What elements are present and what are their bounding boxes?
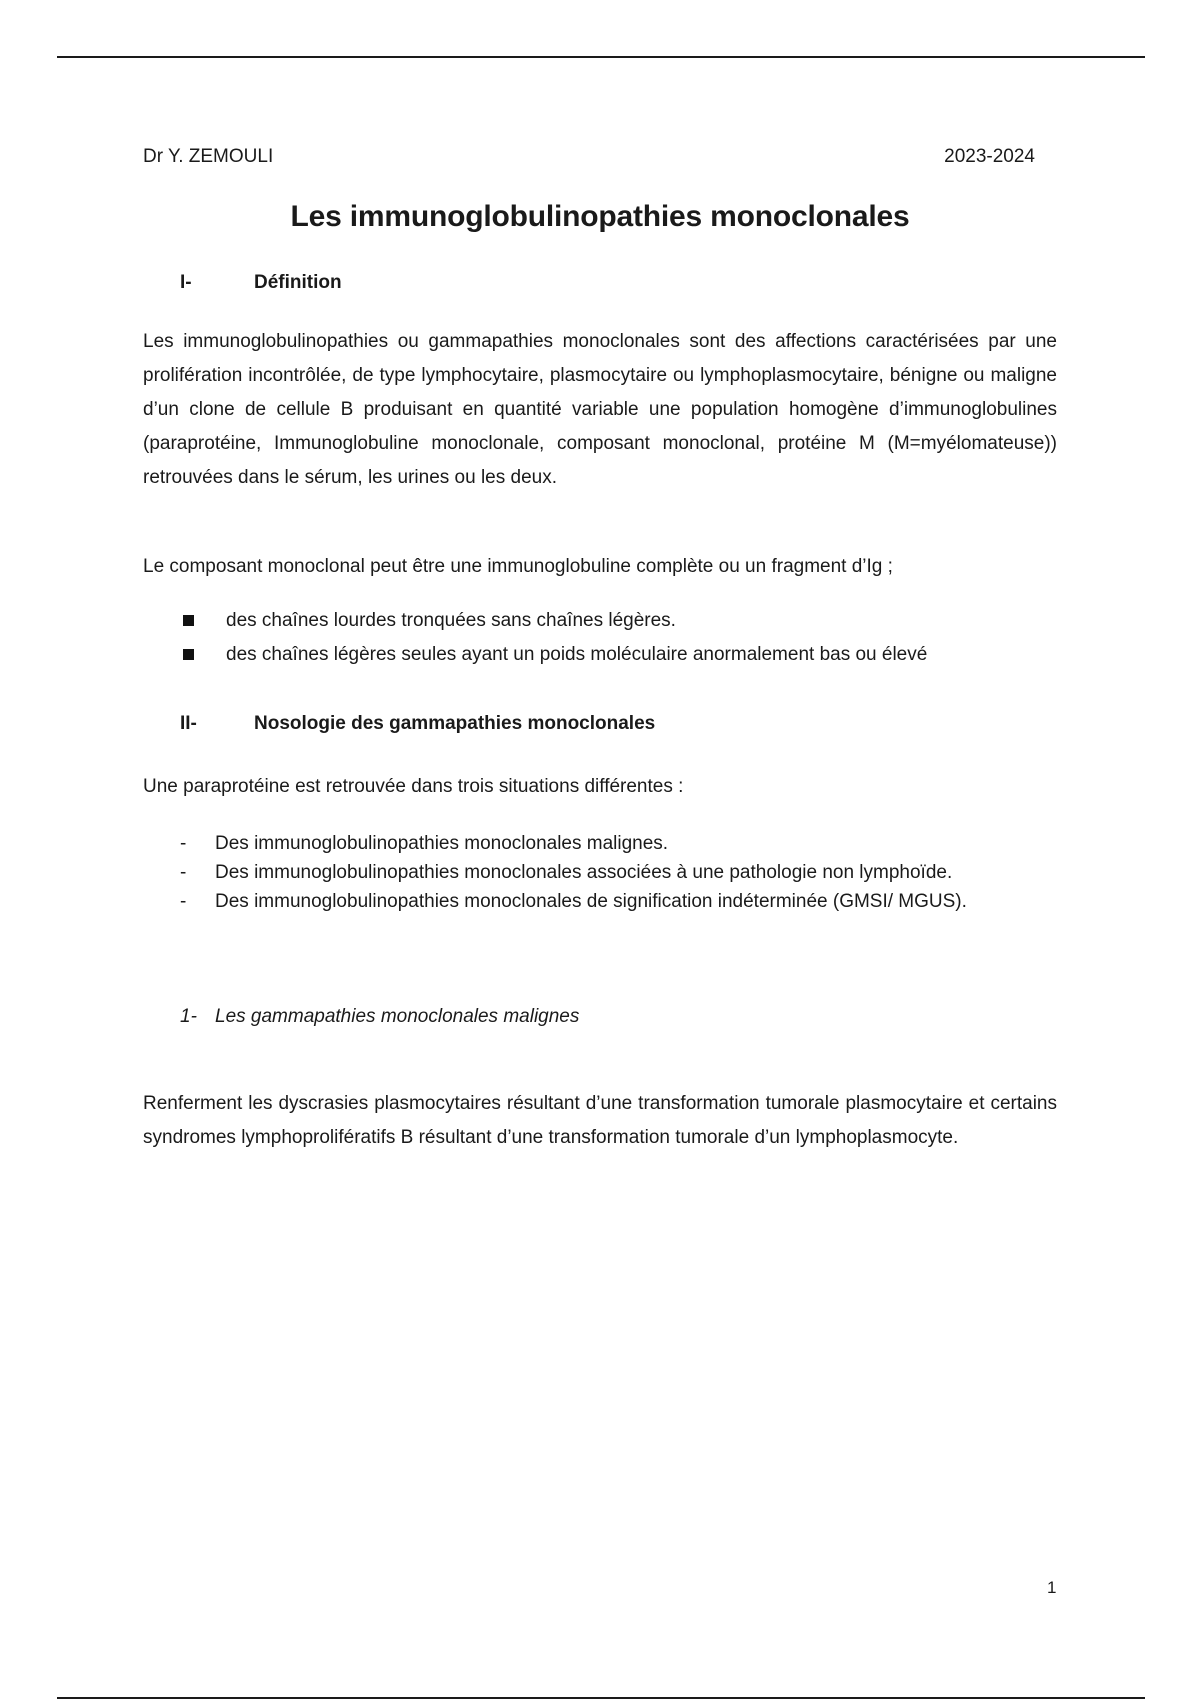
list-item [143, 829, 1057, 858]
nosology-intro: Une paraprotéine est retrouvée dans trois situations différentes : [143, 776, 684, 797]
section-title: Définition [254, 272, 342, 293]
dash-bullet: - [180, 862, 187, 883]
situations-list [143, 829, 1057, 916]
academic-year: 2023-2024 [944, 146, 1035, 167]
list-item [143, 638, 1057, 672]
subsection-title: Les gammapathies monoclonales malignes [215, 1006, 580, 1027]
list-item-text: Des immunoglobulinopathies monoclonales associées à une pathologie non lymphoïde. [215, 862, 953, 883]
list-item [143, 604, 1057, 638]
definition-paragraph: Les immunoglobulinopathies ou gammapathies monoclonales sont des affections caractérisées par une prolifération incontrôlée, de type lymphocytaire, plasmocytaire ou lymphoplasmocytaire, bénigne ou maligne d’un clone de cellule B produisant en quantité variable une population homogène d’immunoglobulines (paraprotéine, Immunoglobuline monoclonale, composant monoclonal, protéine M (M=myélomateuse)) retrouvées dans le sérum, les urines ou les deux. [143, 331, 1057, 488]
subsection-heading-malignant [180, 1006, 579, 1028]
bottom-rule [57, 1697, 1145, 1699]
top-rule [57, 56, 1145, 58]
author: Dr Y. ZEMOULI [143, 146, 274, 167]
section-number: II- [180, 713, 197, 734]
malignant-paragraph: Renferment les dyscrasies plasmocytaires résultant d’une transformation tumorale plasmocytaire et certains syndromes lymphoprolifératifs B résultant d’une transformation tumorale d’un lymphoplasmocyte. [143, 1093, 1057, 1148]
list-item-text: des chaînes légères seules ayant un poids moléculaire anormalement bas ou élevé [226, 644, 928, 665]
section-number: I- [180, 272, 192, 293]
square-bullet-icon [183, 615, 194, 626]
page-number: 1 [1047, 1578, 1057, 1597]
list-item-text: Des immunoglobulinopathies monoclonales de signification indéterminée (GMSI/ MGUS). [215, 891, 967, 912]
dash-bullet: - [180, 891, 187, 912]
fragment-list [143, 604, 1057, 672]
section-heading-nosology [180, 713, 655, 735]
monoclonal-component-paragraph: Le composant monoclonal peut être une immunoglobuline complète ou un fragment d’Ig ; [143, 556, 893, 577]
list-item-text: Des immunoglobulinopathies monoclonales malignes. [215, 833, 669, 854]
list-item [143, 887, 1057, 916]
dash-bullet: - [180, 833, 187, 854]
section-heading-definition [180, 272, 342, 294]
document-title: Les immunoglobulinopathies monoclonales [290, 200, 910, 233]
section-title: Nosologie des gammapathies monoclonales [254, 713, 656, 734]
subsection-number: 1- [180, 1006, 197, 1027]
list-item-text: des chaînes lourdes tronquées sans chaînes légères. [226, 610, 676, 631]
square-bullet-icon [183, 649, 194, 660]
list-item [143, 858, 1057, 887]
